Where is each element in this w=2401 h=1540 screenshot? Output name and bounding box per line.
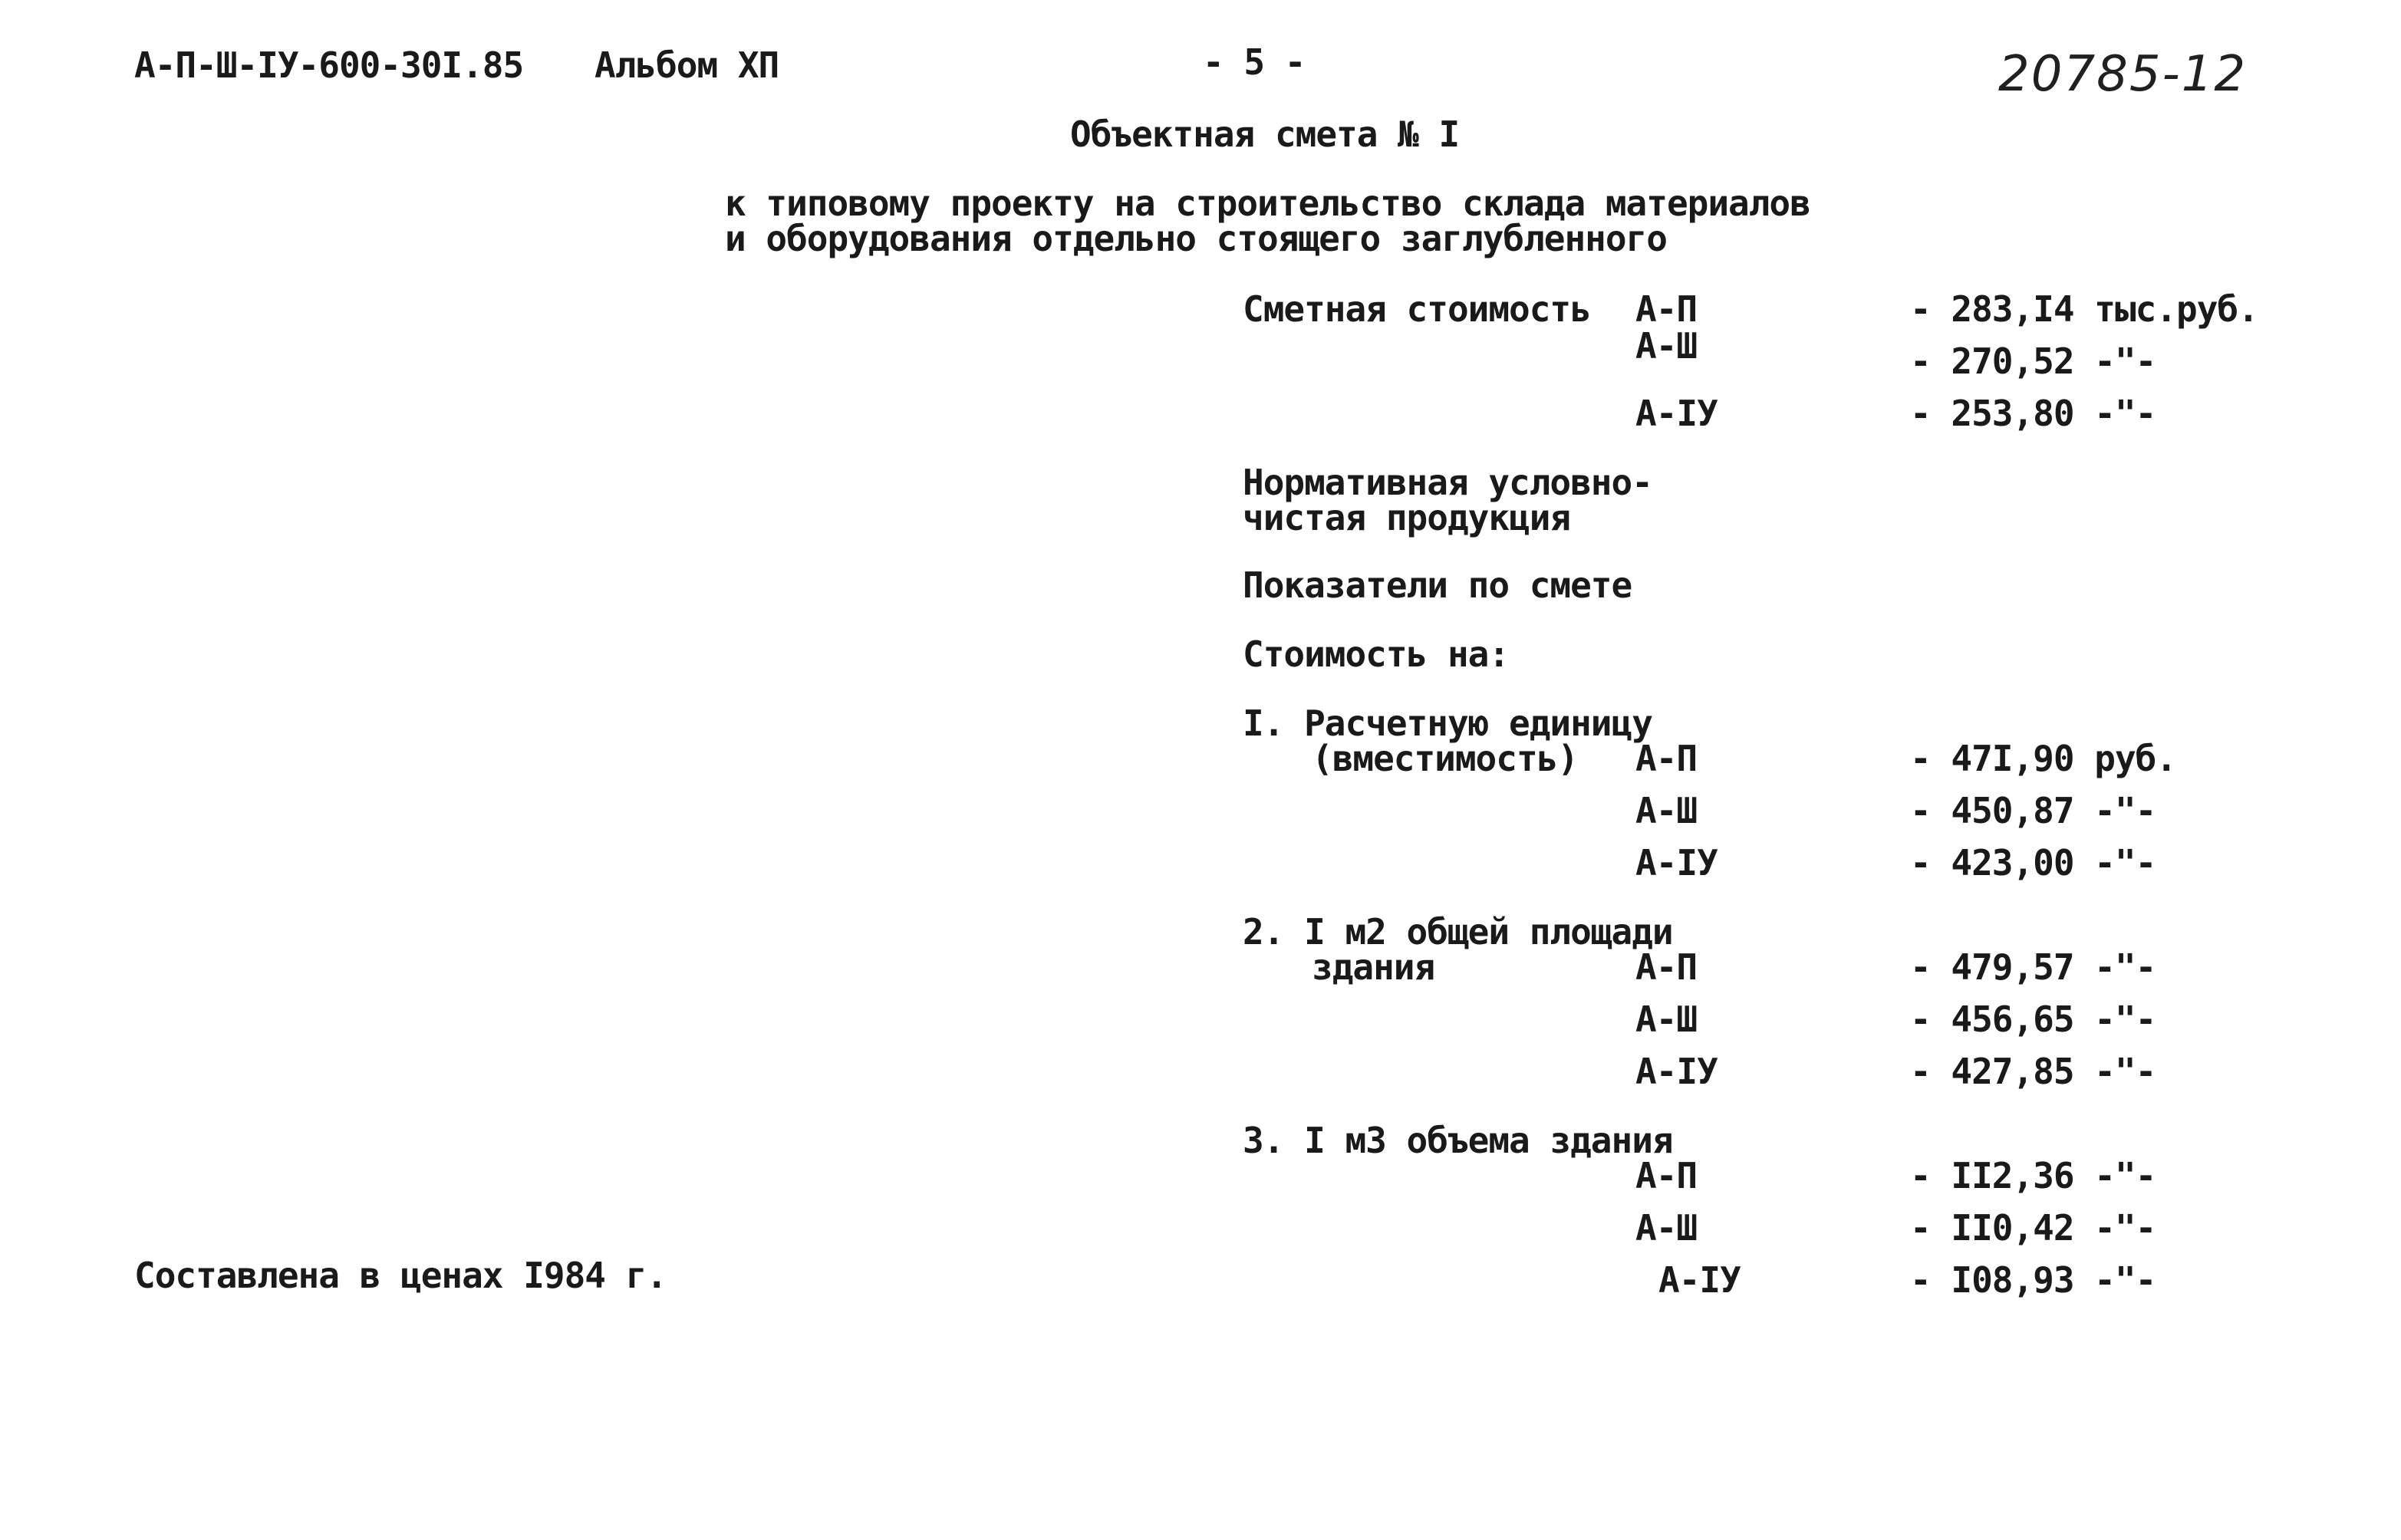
subtitle-line-2: и оборудования отдельно стоящего заглубленного — [725, 218, 1667, 259]
handwritten-stamp-number: 20785-12 — [1998, 46, 2248, 103]
section-1-value: - 423,00 -"- — [1910, 842, 2156, 884]
section-2-value: - 456,65 -"- — [1910, 999, 2156, 1040]
document-code: А-П-Ш-IУ-600-30I.85 — [134, 44, 524, 86]
section-1-variant: А-П — [1635, 738, 1698, 779]
estimate-variant: А-Ш — [1635, 325, 1698, 367]
section-1-line-2: (вместимость) — [1312, 738, 1579, 779]
section-2-line-1: 2. I м2 общей площади — [1243, 911, 1673, 953]
page-number: - 5 - — [1203, 41, 1306, 83]
normative-line-2: чистая продукция — [1243, 497, 1571, 538]
estimate-variant: А-IУ — [1635, 393, 1718, 434]
section-3-value: - II2,36 -"- — [1910, 1155, 2156, 1196]
section-1-variant: А-IУ — [1635, 842, 1718, 884]
estimate-value: - 270,52 -"- — [1910, 341, 2156, 382]
section-2-variant: А-П — [1635, 946, 1698, 988]
section-2-value: - 427,85 -"- — [1910, 1051, 2156, 1092]
section-1-variant: А-Ш — [1635, 790, 1698, 831]
section-2-variant: А-IУ — [1635, 1051, 1718, 1092]
section-1-line-1: I. Расчетную единицу — [1243, 703, 1652, 744]
section-3-value: - I08,93 -"- — [1910, 1259, 2156, 1301]
cost-on-label: Стоимость на: — [1243, 633, 1510, 675]
estimate-variant: А-П — [1635, 288, 1698, 330]
section-1-value: - 450,87 -"- — [1910, 790, 2156, 831]
album-label: Альбом ХП — [594, 44, 779, 86]
estimate-label: Сметная стоимость — [1243, 288, 1591, 330]
prices-note: Составлена в ценах I984 г. — [134, 1255, 667, 1296]
section-3-value: - II0,42 -"- — [1910, 1207, 2156, 1249]
section-3-variant: А-Ш — [1635, 1207, 1698, 1249]
section-1-value: - 47I,90 руб. — [1910, 738, 2177, 779]
section-3-variant: А-П — [1635, 1155, 1698, 1196]
normative-line-1: Нормативная условно- — [1243, 462, 1652, 503]
estimate-value: - 253,80 -"- — [1910, 393, 2156, 434]
section-2-variant: А-Ш — [1635, 999, 1698, 1040]
estimate-value: - 283,I4 тыс.руб. — [1910, 288, 2258, 330]
section-2-value: - 479,57 -"- — [1910, 946, 2156, 988]
page-title: Объектная смета № I — [1070, 114, 1460, 155]
indicators-label: Показатели по смете — [1243, 564, 1632, 606]
section-2-line-2: здания — [1312, 946, 1435, 988]
section-3-line-1: 3. I м3 объема здания — [1243, 1120, 1673, 1161]
section-3-variant: А-IУ — [1658, 1259, 1741, 1301]
subtitle-line-1: к типовому проекту на строительство склада материалов — [725, 183, 1810, 224]
